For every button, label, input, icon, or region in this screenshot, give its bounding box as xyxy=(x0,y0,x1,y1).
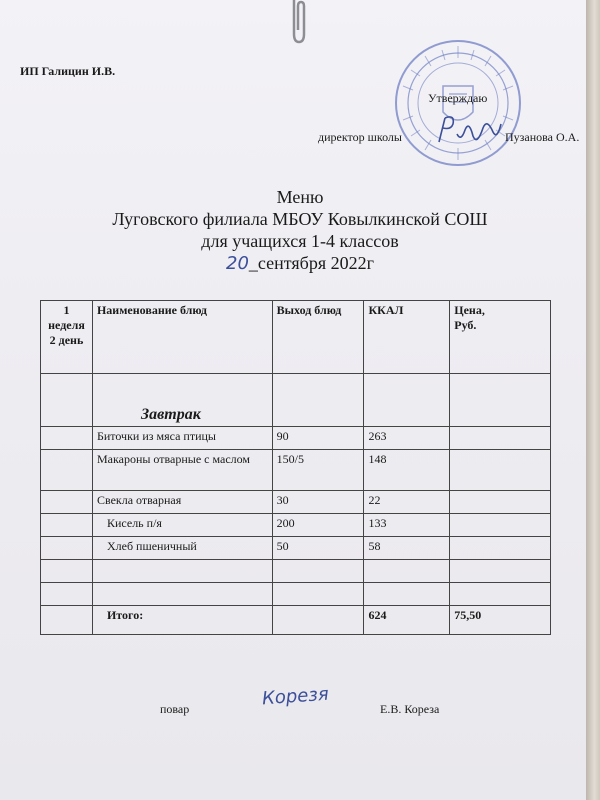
title-line-2: Луговского филиала МБОУ Ковылкинской СОШ xyxy=(112,209,488,229)
section-breakfast: Завтрак xyxy=(92,374,272,427)
dish-price xyxy=(450,537,551,560)
menu-table xyxy=(40,300,551,635)
dish-price xyxy=(450,560,551,583)
dish-name: Хлеб пшеничный xyxy=(92,537,272,560)
title-line-3: для учащихся 1-4 классов xyxy=(201,231,399,251)
date-handwritten: 20 xyxy=(226,253,249,274)
cook-label: повар xyxy=(160,702,190,716)
header-kcal: ККАЛ xyxy=(364,301,450,374)
header-week-day: 1 неделя 2 день xyxy=(41,301,93,374)
dish-price xyxy=(450,450,551,491)
dish-portion: 90 xyxy=(272,427,364,450)
cook-signature: Корезя xyxy=(261,683,330,710)
dish-kcal: 148 xyxy=(364,450,450,491)
dish-portion xyxy=(272,560,364,583)
total-kcal: 624 xyxy=(364,606,450,635)
menu-date xyxy=(40,252,560,275)
table-header-row xyxy=(41,301,551,374)
page-edge xyxy=(586,0,600,800)
director-signature xyxy=(435,112,505,152)
table-row xyxy=(41,491,551,514)
header-portion: Выход блюд xyxy=(272,301,364,374)
table-row xyxy=(41,450,551,491)
approval-label: Утверждаю xyxy=(428,91,488,105)
dish-kcal: 58 xyxy=(364,537,450,560)
dish-price xyxy=(450,514,551,537)
dish-name: Кисель п/я xyxy=(92,514,272,537)
dish-portion: 30 xyxy=(272,491,364,514)
table-row xyxy=(41,537,551,560)
dish-portion xyxy=(272,583,364,606)
date-suffix: _сентября 2022г xyxy=(248,253,374,273)
dish-portion: 150/5 xyxy=(272,450,364,491)
dish-kcal: 22 xyxy=(364,491,450,514)
dish-kcal xyxy=(364,560,450,583)
director-name: Пузанова О.А. xyxy=(505,130,580,144)
dish-name: Биточки из мяса птицы xyxy=(92,427,272,450)
dish-price xyxy=(450,427,551,450)
header-dish: Наименование блюд xyxy=(92,301,272,374)
dish-price xyxy=(450,583,551,606)
company-name: ИП Галицин И.В. xyxy=(20,64,116,78)
table-row xyxy=(41,560,551,583)
dish-name: Макароны отварные с маслом xyxy=(92,450,272,491)
paperclip-icon xyxy=(288,0,310,44)
dish-price xyxy=(450,491,551,514)
dish-name: Свекла отварная xyxy=(92,491,272,514)
table-row xyxy=(41,583,551,606)
cook-name: Е.В. Кореза xyxy=(380,702,440,716)
header-price: Цена, Руб. xyxy=(450,301,551,374)
dish-portion: 50 xyxy=(272,537,364,560)
dish-portion: 200 xyxy=(272,514,364,537)
dish-kcal: 133 xyxy=(364,514,450,537)
total-price: 75,50 xyxy=(450,606,551,635)
total-label: Итого: xyxy=(92,606,272,635)
title-line-1: Меню xyxy=(276,187,324,207)
table-row xyxy=(41,514,551,537)
section-row xyxy=(41,374,551,427)
table-row xyxy=(41,427,551,450)
dish-name xyxy=(92,583,272,606)
director-title: директор школы xyxy=(318,130,402,144)
dish-kcal xyxy=(364,583,450,606)
total-row xyxy=(41,606,551,635)
dish-kcal: 263 xyxy=(364,427,450,450)
dish-name xyxy=(92,560,272,583)
menu-title xyxy=(40,186,560,275)
